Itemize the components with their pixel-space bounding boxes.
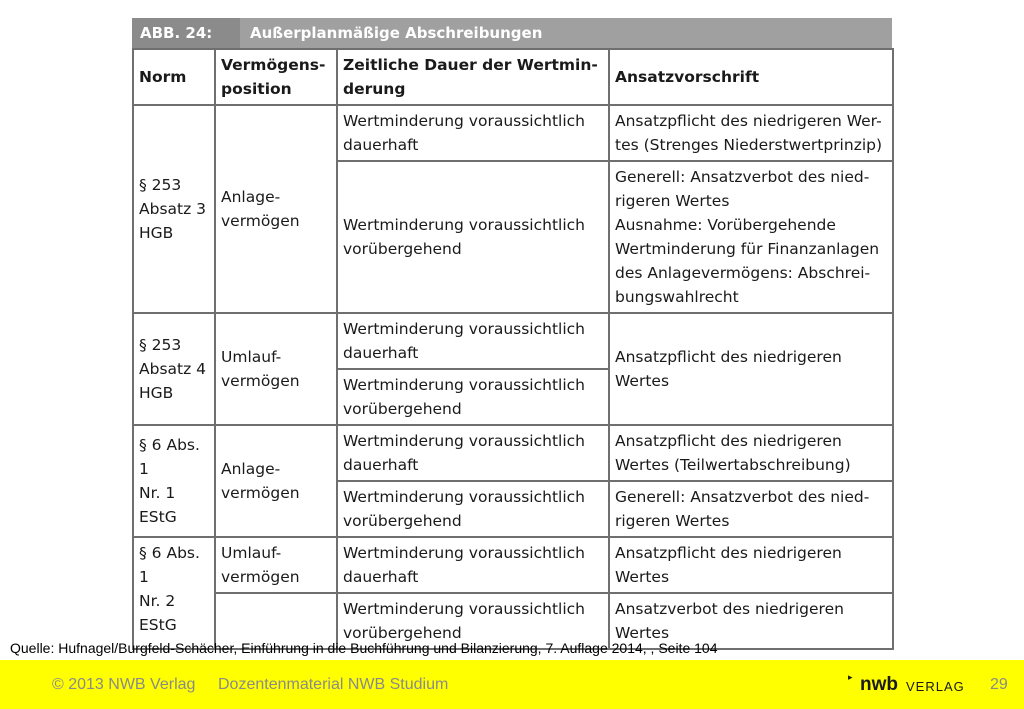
position-cell: Anlage- vermögen [215,425,337,537]
dauer-cell: Wertminderung voraussichtlich dauerhaft [337,425,609,481]
norm-cell: § 253 Absatz 3 HGB [133,105,215,313]
norm-cell: § 6 Abs. 1 Nr. 2 EStG [133,537,215,649]
ansatz-cell: Ansatzpflicht des niedrigeren Wer- tes (Strenges Niederstwertprinzip) [609,105,893,161]
page-number: 29 [990,676,1008,693]
figure-title-bar [132,18,892,48]
position-cell: Umlauf- vermögen [215,313,337,425]
source-citation: Quelle: Hufnagel/Burgfeld-Schächer, Einführung in die Buchführung und Bilanzierung, 7. Auflage 2014, , Seite 104 [10,640,718,656]
table-row [133,537,893,593]
header-position: Vermögens- position [215,49,337,105]
depreciation-table [132,48,894,650]
footer-bar [0,660,1024,709]
dauer-cell: Wertminderung voraussichtlich vorübergehend [337,593,609,649]
header-norm: Norm [133,49,215,105]
norm-cell: § 6 Abs. 1 Nr. 1 EStG [133,425,215,537]
position-cell: Umlauf- vermögen [215,537,337,593]
ansatz-cell: Ansatzpflicht des niedrigeren Wertes (Teilwertabschreibung) [609,425,893,481]
copyright-text: © 2013 NWB Verlag [52,676,196,693]
dauer-cell: Wertminderung voraussichtlich dauerhaft [337,313,609,369]
ansatz-cell: Generell: Ansatzverbot des nied- rigeren Wertes Ausnahme: Vorübergehende Wertminderung für Finanzanlagen des Anlagevermögens: Abschrei- bungswahlrecht [609,161,893,313]
table-row [133,313,893,369]
dauer-cell: Wertminderung voraussichtlich vorübergehend [337,369,609,425]
dauer-cell: Wertminderung voraussichtlich dauerhaft [337,105,609,161]
position-cell: Anlage- vermögen [215,105,337,313]
table-row [133,105,893,161]
ansatz-cell: Ansatzverbot des niedrigeren Wertes [609,593,893,649]
dauer-cell: Wertminderung voraussichtlich vorübergehend [337,161,609,313]
figure-title: Außerplanmäßige Abschreibungen [240,18,892,48]
logo-nwb-text: nwb [860,674,898,695]
header-ansatz: Ansatzvorschrift [609,49,893,105]
table-row [133,425,893,481]
material-text: Dozentenmaterial NWB Studium [218,676,449,693]
header-dauer: Zeitliche Dauer der Wertmin- derung [337,49,609,105]
norm-cell: § 253 Absatz 4 HGB [133,313,215,425]
dauer-cell: Wertminderung voraussichtlich dauerhaft [337,537,609,593]
figure-label: ABB. 24: [132,18,240,48]
header-row [133,49,893,105]
logo-verlag-text: VERLAG [906,679,965,694]
ansatz-cell: Ansatzpflicht des niedrigeren Wertes [609,313,893,425]
ansatz-cell: Generell: Ansatzverbot des nied- rigeren Wertes [609,481,893,537]
logo-arrow-icon: ▸ [848,672,853,682]
dauer-cell: Wertminderung voraussichtlich vorübergehend [337,481,609,537]
ansatz-cell: Ansatzpflicht des niedrigeren Wertes [609,537,893,593]
